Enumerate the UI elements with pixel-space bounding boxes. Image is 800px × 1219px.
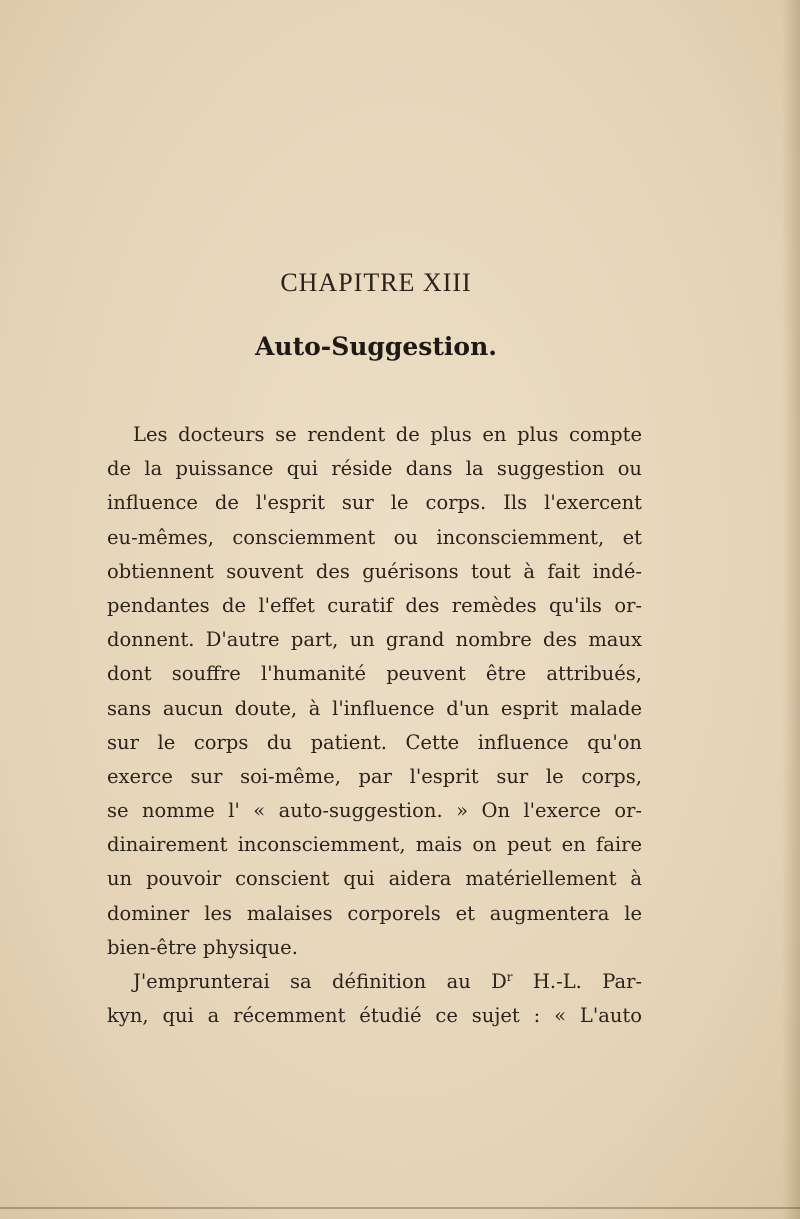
body-text bbox=[107, 418, 642, 1033]
text-line: dinairement inconsciemment, mais on peut en faire bbox=[107, 833, 642, 857]
text-line: obtiennent souvent des guérisons tout à fait indé- bbox=[107, 559, 642, 583]
text-line: de la puissance qui réside dans la suggestion ou bbox=[107, 457, 642, 481]
superscript: r bbox=[506, 970, 513, 984]
text-line: dominer les malaises corporels et augmentera le bbox=[107, 901, 642, 925]
text-line: Les docteurs se rendent de plus en plus compte bbox=[133, 423, 642, 446]
page-bottom-edge bbox=[0, 1207, 800, 1209]
text-line: dont souffre l'humanité peuvent être attribués, bbox=[107, 662, 642, 686]
text-line: eu-mêmes, consciemment ou inconsciemment, et bbox=[107, 525, 642, 549]
page-edge-shadow bbox=[782, 0, 800, 1219]
text-line: sur le corps du patient. Cette influence qu'on bbox=[107, 730, 642, 754]
text-line: influence de l'esprit sur le corps. Ils l'exercent bbox=[107, 491, 642, 515]
chapter-title: Auto-Suggestion. bbox=[255, 332, 497, 361]
text-line: un pouvoir conscient qui aidera matériellement à bbox=[107, 867, 642, 891]
text-line: exerce sur soi-même, par l'esprit sur le corps, bbox=[107, 764, 642, 788]
text-line: pendantes de l'effet curatif des remèdes qu'ils or- bbox=[107, 593, 642, 617]
text-line: donnent. D'autre part, un grand nombre des maux bbox=[107, 628, 642, 652]
text-line: sans aucun doute, à l'influence d'un esprit malade bbox=[107, 696, 642, 720]
text-line: se nomme l' « auto-suggestion. » On l'exerce or- bbox=[107, 799, 642, 823]
text-segment: J'emprunterai sa définition au D bbox=[133, 970, 507, 993]
chapter-heading: CHAPITRE XIII bbox=[280, 268, 472, 297]
text-line: bien-être physique. bbox=[107, 935, 298, 959]
text-line: kyn, qui a récemment étudié ce sujet : « L'auto bbox=[107, 1004, 642, 1028]
text-line bbox=[107, 965, 642, 999]
text-segment: H.-L. Par- bbox=[512, 970, 642, 993]
